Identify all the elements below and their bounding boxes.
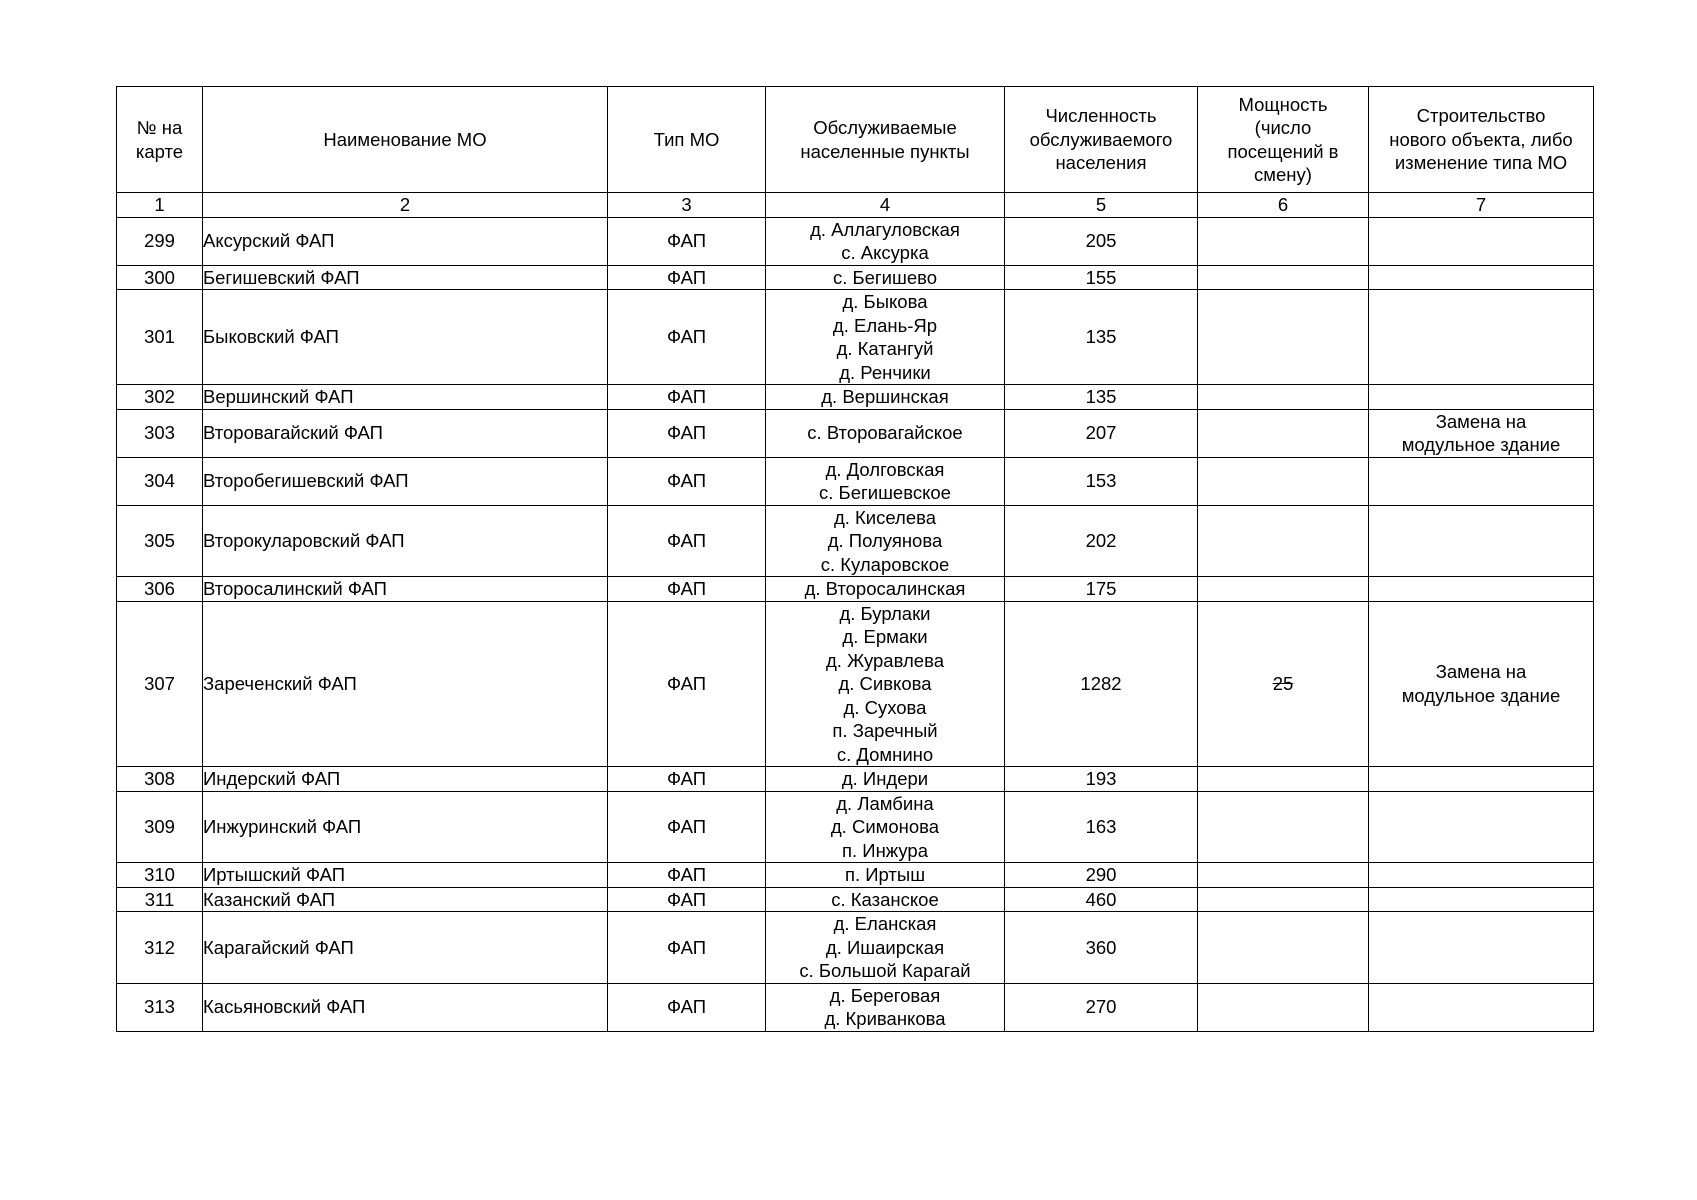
- cell-settlements: д. Береговая д. Криванкова: [766, 983, 1005, 1031]
- table-row: [117, 505, 1594, 577]
- cell-capacity: [1198, 290, 1369, 385]
- cell-capacity: [1198, 505, 1369, 577]
- cell-facility-name: Иртышский ФАП: [203, 863, 608, 888]
- table-row: [117, 887, 1594, 912]
- table-row: [117, 791, 1594, 863]
- cell-facility-name: Вершинский ФАП: [203, 385, 608, 410]
- cell-settlements: с. Второвагайское: [766, 409, 1005, 457]
- cell-map-number: 302: [117, 385, 203, 410]
- header-population: Численность обслуживаемого населения: [1005, 87, 1198, 193]
- cell-facility-type: ФАП: [608, 767, 766, 792]
- header-facility-type: Тип МО: [608, 87, 766, 193]
- cell-facility-name: Аксурский ФАП: [203, 217, 608, 265]
- cell-construction: [1369, 791, 1594, 863]
- cell-capacity: [1198, 601, 1369, 767]
- cell-settlements: д. Еланская д. Ишаирская с. Большой Карагай: [766, 912, 1005, 984]
- cell-capacity: [1198, 863, 1369, 888]
- table-row: [117, 577, 1594, 602]
- cell-facility-type: ФАП: [608, 791, 766, 863]
- cell-map-number: 309: [117, 791, 203, 863]
- column-number-row: [117, 193, 1594, 218]
- cell-settlements: д. Второсалинская: [766, 577, 1005, 602]
- cell-facility-name: Второсалинский ФАП: [203, 577, 608, 602]
- cell-capacity: [1198, 983, 1369, 1031]
- cell-population: 207: [1005, 409, 1198, 457]
- cell-settlements: д. Киселева д. Полуянова с. Куларовское: [766, 505, 1005, 577]
- table-row: [117, 912, 1594, 984]
- cell-settlements: д. Бурлаки д. Ермаки д. Журавлева д. Сивкова д. Сухова п. Заречный с. Домнино: [766, 601, 1005, 767]
- cell-construction: [1369, 217, 1594, 265]
- cell-facility-name: Второкуларовский ФАП: [203, 505, 608, 577]
- cell-facility-name: Карагайский ФАП: [203, 912, 608, 984]
- cell-population: 153: [1005, 457, 1198, 505]
- cell-map-number: 312: [117, 912, 203, 984]
- header-facility-name: Наименование МО: [203, 87, 608, 193]
- cell-construction: [1369, 385, 1594, 410]
- cell-capacity: [1198, 385, 1369, 410]
- table-row: [117, 265, 1594, 290]
- cell-facility-type: ФАП: [608, 601, 766, 767]
- cell-capacity: [1198, 265, 1369, 290]
- cell-population: 290: [1005, 863, 1198, 888]
- header-capacity: Мощность (число посещений в смену): [1198, 87, 1369, 193]
- column-number: 6: [1198, 193, 1369, 218]
- cell-facility-name: Второбегишевский ФАП: [203, 457, 608, 505]
- cell-facility-type: ФАП: [608, 385, 766, 410]
- cell-facility-type: ФАП: [608, 912, 766, 984]
- column-number: 1: [117, 193, 203, 218]
- cell-construction: Замена на модульное здание: [1369, 601, 1594, 767]
- cell-map-number: 306: [117, 577, 203, 602]
- cell-facility-name: Быковский ФАП: [203, 290, 608, 385]
- cell-population: 1282: [1005, 601, 1198, 767]
- cell-facility-type: ФАП: [608, 505, 766, 577]
- table-row: [117, 457, 1594, 505]
- cell-map-number: 308: [117, 767, 203, 792]
- cell-map-number: 307: [117, 601, 203, 767]
- cell-facility-type: ФАП: [608, 409, 766, 457]
- header-settlements: Обслуживаемые населенные пункты: [766, 87, 1005, 193]
- cell-facility-type: ФАП: [608, 265, 766, 290]
- cell-capacity: [1198, 887, 1369, 912]
- cell-map-number: 304: [117, 457, 203, 505]
- cell-capacity: [1198, 217, 1369, 265]
- cell-settlements: д. Быкова д. Елань-Яр д. Катангуй д. Ренчики: [766, 290, 1005, 385]
- cell-settlements: д. Индери: [766, 767, 1005, 792]
- table-row: [117, 290, 1594, 385]
- cell-map-number: 305: [117, 505, 203, 577]
- cell-map-number: 313: [117, 983, 203, 1031]
- cell-facility-type: ФАП: [608, 983, 766, 1031]
- cell-capacity: [1198, 577, 1369, 602]
- cell-facility-type: ФАП: [608, 457, 766, 505]
- cell-population: 193: [1005, 767, 1198, 792]
- cell-construction: [1369, 863, 1594, 888]
- cell-settlements: с. Бегишево: [766, 265, 1005, 290]
- cell-construction: [1369, 457, 1594, 505]
- cell-construction: [1369, 983, 1594, 1031]
- column-number: 2: [203, 193, 608, 218]
- capacity-struck-value: 25: [1272, 673, 1294, 694]
- cell-construction: [1369, 767, 1594, 792]
- medical-facilities-table: [116, 86, 1594, 1032]
- header-map-number: № на карте: [117, 87, 203, 193]
- cell-construction: [1369, 912, 1594, 984]
- cell-facility-type: ФАП: [608, 290, 766, 385]
- table-row: [117, 767, 1594, 792]
- cell-population: 155: [1005, 265, 1198, 290]
- column-number: 7: [1369, 193, 1594, 218]
- column-number: 3: [608, 193, 766, 218]
- cell-population: 175: [1005, 577, 1198, 602]
- cell-population: 135: [1005, 290, 1198, 385]
- cell-facility-name: Инжуринский ФАП: [203, 791, 608, 863]
- cell-settlements: д. Долговская с. Бегишевское: [766, 457, 1005, 505]
- cell-facility-name: Бегишевский ФАП: [203, 265, 608, 290]
- cell-construction: [1369, 577, 1594, 602]
- table-row: [117, 983, 1594, 1031]
- cell-settlements: д. Вершинская: [766, 385, 1005, 410]
- cell-map-number: 311: [117, 887, 203, 912]
- cell-population: 163: [1005, 791, 1198, 863]
- column-number: 5: [1005, 193, 1198, 218]
- cell-population: 202: [1005, 505, 1198, 577]
- cell-population: 270: [1005, 983, 1198, 1031]
- table-row: [117, 601, 1594, 767]
- cell-construction: Замена на модульное здание: [1369, 409, 1594, 457]
- cell-settlements: п. Иртыш: [766, 863, 1005, 888]
- cell-capacity: [1198, 409, 1369, 457]
- cell-map-number: 299: [117, 217, 203, 265]
- cell-map-number: 303: [117, 409, 203, 457]
- table-row: [117, 385, 1594, 410]
- cell-settlements: д. Аллагуловская с. Аксурка: [766, 217, 1005, 265]
- cell-population: 205: [1005, 217, 1198, 265]
- cell-population: 460: [1005, 887, 1198, 912]
- cell-construction: [1369, 505, 1594, 577]
- cell-capacity: [1198, 767, 1369, 792]
- cell-population: 360: [1005, 912, 1198, 984]
- header-construction: Строительство нового объекта, либо изменение типа МО: [1369, 87, 1594, 193]
- column-number: 4: [766, 193, 1005, 218]
- table-row: [117, 409, 1594, 457]
- cell-capacity: [1198, 457, 1369, 505]
- cell-population: 135: [1005, 385, 1198, 410]
- cell-facility-name: Касьяновский ФАП: [203, 983, 608, 1031]
- cell-facility-type: ФАП: [608, 887, 766, 912]
- cell-map-number: 301: [117, 290, 203, 385]
- cell-facility-name: Индерский ФАП: [203, 767, 608, 792]
- cell-capacity: [1198, 912, 1369, 984]
- cell-facility-name: Казанский ФАП: [203, 887, 608, 912]
- table-row: [117, 217, 1594, 265]
- table-row: [117, 863, 1594, 888]
- cell-facility-name: Второвагайский ФАП: [203, 409, 608, 457]
- cell-facility-type: ФАП: [608, 577, 766, 602]
- cell-construction: [1369, 290, 1594, 385]
- cell-facility-type: ФАП: [608, 217, 766, 265]
- cell-construction: [1369, 887, 1594, 912]
- cell-settlements: с. Казанское: [766, 887, 1005, 912]
- cell-facility-name: Зареченский ФАП: [203, 601, 608, 767]
- cell-facility-type: ФАП: [608, 863, 766, 888]
- cell-map-number: 310: [117, 863, 203, 888]
- cell-map-number: 300: [117, 265, 203, 290]
- header-row: [117, 87, 1594, 193]
- cell-settlements: д. Ламбина д. Симонова п. Инжура: [766, 791, 1005, 863]
- cell-construction: [1369, 265, 1594, 290]
- cell-capacity: [1198, 791, 1369, 863]
